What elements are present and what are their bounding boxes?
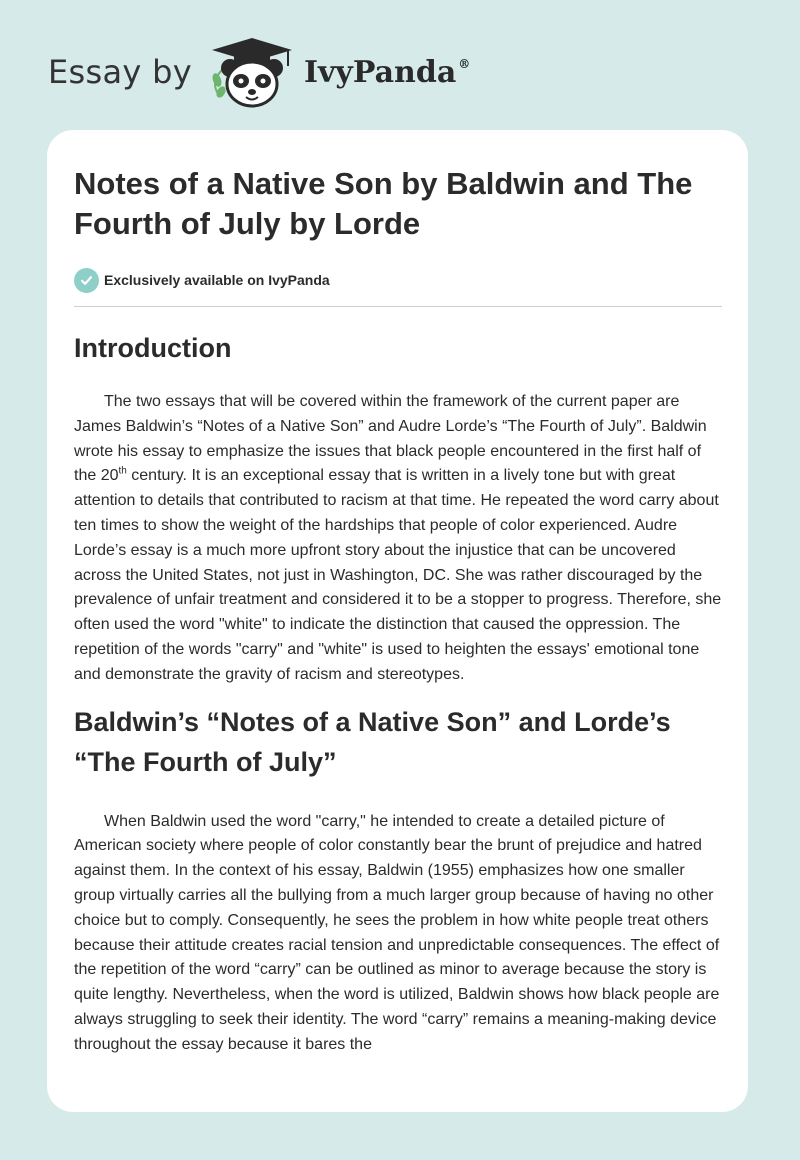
comparison-paragraph: When Baldwin used the word "carry," he intended to create a detailed picture of American society where people of color constantly bear the brunt of prejudice and hatred against them. In the context of his essay, Baldwin (1955) emphasizes how one smaller group virtually carries all the bullying from a much larger group because of having no other choice but to comply. Consequently, he sees the problem in how white people treat others because their attitude creates racial tension and unpredictable consequences. The effect of the repetition of the word “carry” can be outlined as minor to average because the story is quite lengthy. Nevertheless, when the word is utilized, Baldwin shows how black people are always struggling to seek their identity. The word “carry” remains a meaning-making device throughout the essay because it bares the: [74, 812, 720, 1053]
essay-content: [74, 164, 722, 1058]
introduction-paragraph: [74, 390, 722, 688]
exclusive-badge: [74, 266, 722, 294]
introduction-text-part2: century. It is an exceptional essay that is written in a lively tone but with great attention to details that contributed to racism at that time. He repeated the word carry about ten times to show the weight of the hardships that people of color experienced. Audre Lorde’s essay is a much more upfront story about the injustice that can be uncovered across the United States, not just in Washington, DC. She was rather discouraged by the prevalence of unfair treatment and considered it to be a stopper to progress. Therefore, she often used the word "white" to indicate the distinction that caused the oppression. The repetition of the words "carry" and "white" is used to heighten the essays' emotional tone and demonstrate the gravity of racism and stereotypes.: [74, 467, 722, 683]
essay-by-label: Essay by: [48, 53, 192, 91]
badge-text: Exclusively available on IvyPanda: [104, 272, 330, 288]
divider: [74, 306, 722, 307]
section-heading-comparison: Baldwin’s “Notes of a Native Son” and Lorde’s “The Fourth of July”: [74, 706, 671, 777]
section-heading-introduction: Introduction: [74, 333, 232, 363]
brand-label: IvyPanda: [303, 54, 457, 90]
site-header: [48, 34, 471, 110]
registered-mark: ®: [458, 56, 471, 71]
essay-title: Notes of a Native Son by Baldwin and The Fourth of July by Lorde: [74, 166, 693, 241]
brand-name[interactable]: [303, 54, 471, 90]
essay-card: [47, 130, 748, 1112]
introduction-text-part1: The two essays that will be covered within the framework of the current paper are James Baldwin’s “Notes of a Native Son” and Audre Lorde’s “The Fourth of July”. Baldwin wrote his essay to emphasize the issues that black people encountered in the first half of the 20: [74, 393, 707, 485]
ordinal-suffix: th: [118, 466, 127, 478]
panda-logo-icon[interactable]: [208, 34, 296, 110]
check-circle-icon: [74, 268, 99, 293]
